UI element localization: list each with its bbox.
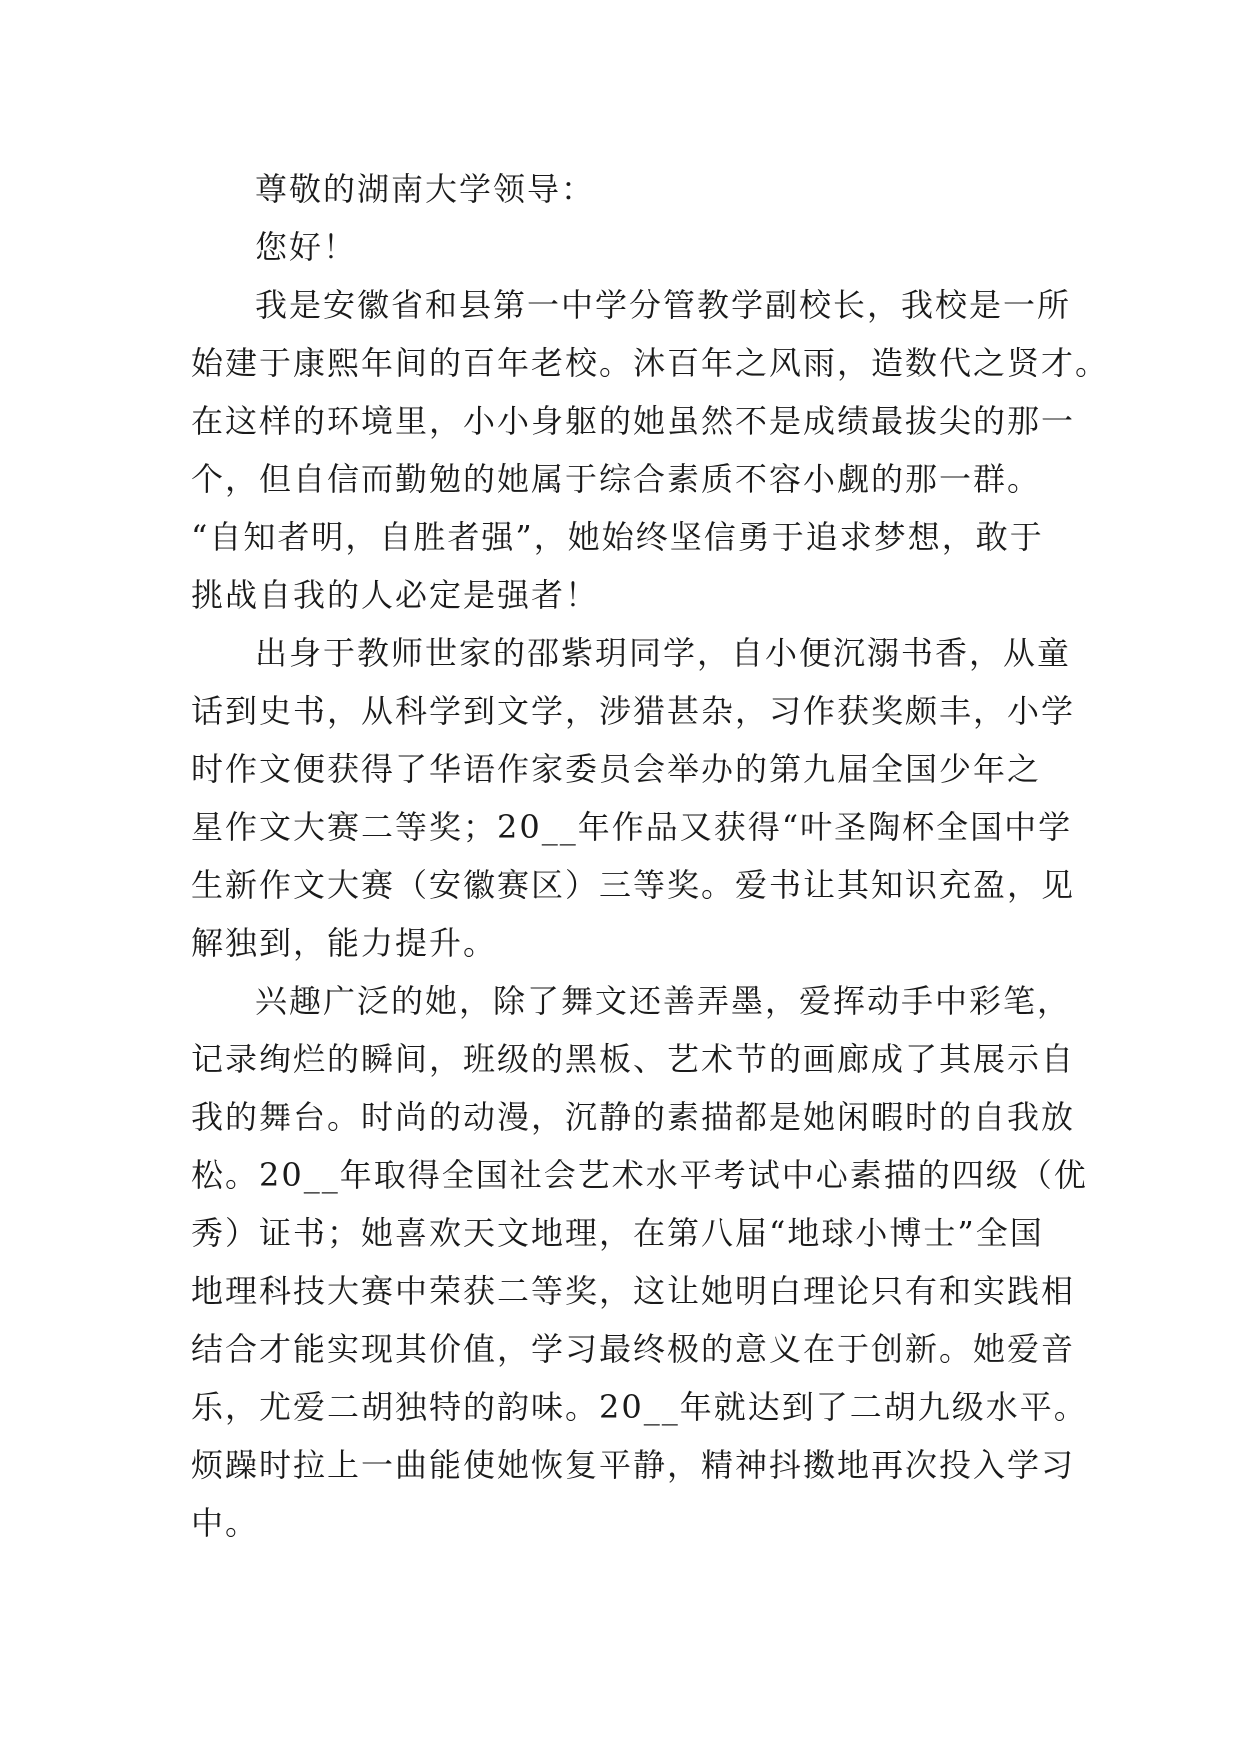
paragraph-line: 中。 <box>191 1504 260 1542</box>
paragraph-line: 结合才能实现其价值，学习最终极的意义在于创新。她爱音 <box>191 1330 1076 1368</box>
paragraph-line: 话到史书，从科学到文学，涉猎甚杂，习作获奖颇丰，小学 <box>191 692 1076 730</box>
paragraph-line: 兴趣广泛的她，除了舞文还善弄墨，爱挥动手中彩笔， <box>255 982 1072 1020</box>
paragraph-line: 我是安徽省和县第一中学分管教学副校长，我校是一所 <box>255 286 1072 324</box>
paragraph-line: 个，但自信而勤勉的她属于综合素质不容小觑的那一群。 <box>191 460 1042 498</box>
paragraph-line: 挑战自我的人必定是强者！ <box>191 576 600 614</box>
paragraph-line: 地理科技大赛中荣获二等奖，这让她明白理论只有和实践相 <box>191 1272 1076 1310</box>
paragraph-line: 始建于康熙年间的百年老校。沐百年之风雨，造数代之贤才。 <box>191 344 1110 382</box>
letter-body <box>191 160 1110 1552</box>
greeting: 您好！ <box>255 228 358 266</box>
paragraph-line: 时作文便获得了华语作家委员会举办的第九届全国少年之 <box>191 750 1042 788</box>
paragraph-line: 我的舞台。时尚的动漫，沉静的素描都是她闲暇时的自我放 <box>191 1098 1076 1136</box>
paragraph-line: “自知者明，自胜者强”，她始终坚信勇于追求梦想，敢于 <box>191 518 1044 556</box>
paragraph-line: 乐，尤爱二胡独特的韵味。20__年就达到了二胡九级水平。 <box>191 1388 1088 1426</box>
paragraph-line: 解独到，能力提升。 <box>191 924 498 962</box>
paragraph-line: 出身于教师世家的邵紫玥同学，自小便沉溺书香，从童 <box>255 634 1072 672</box>
paragraph-line: 生新作文大赛（安徽赛区）三等奖。爱书让其知识充盈，见 <box>191 866 1076 904</box>
paragraph-line: 秀）证书；她喜欢天文地理，在第八届“地球小博士”全国 <box>191 1214 1044 1252</box>
paragraph-line: 松。20__年取得全国社会艺术水平考试中心素描的四级（优 <box>191 1156 1088 1194</box>
paragraph-line: 星作文大赛二等奖；20__年作品又获得“叶圣陶杯全国中学 <box>191 808 1073 846</box>
paragraph-line: 在这样的环境里，小小身躯的她虽然不是成绩最拔尖的那一 <box>191 402 1076 440</box>
paragraph-line: 记录绚烂的瞬间，班级的黑板、艺术节的画廊成了其展示自 <box>191 1040 1076 1078</box>
salutation: 尊敬的湖南大学领导： <box>255 170 596 208</box>
paragraph-line: 烦躁时拉上一曲能使她恢复平静，精神抖擞地再次投入学习 <box>191 1446 1076 1484</box>
